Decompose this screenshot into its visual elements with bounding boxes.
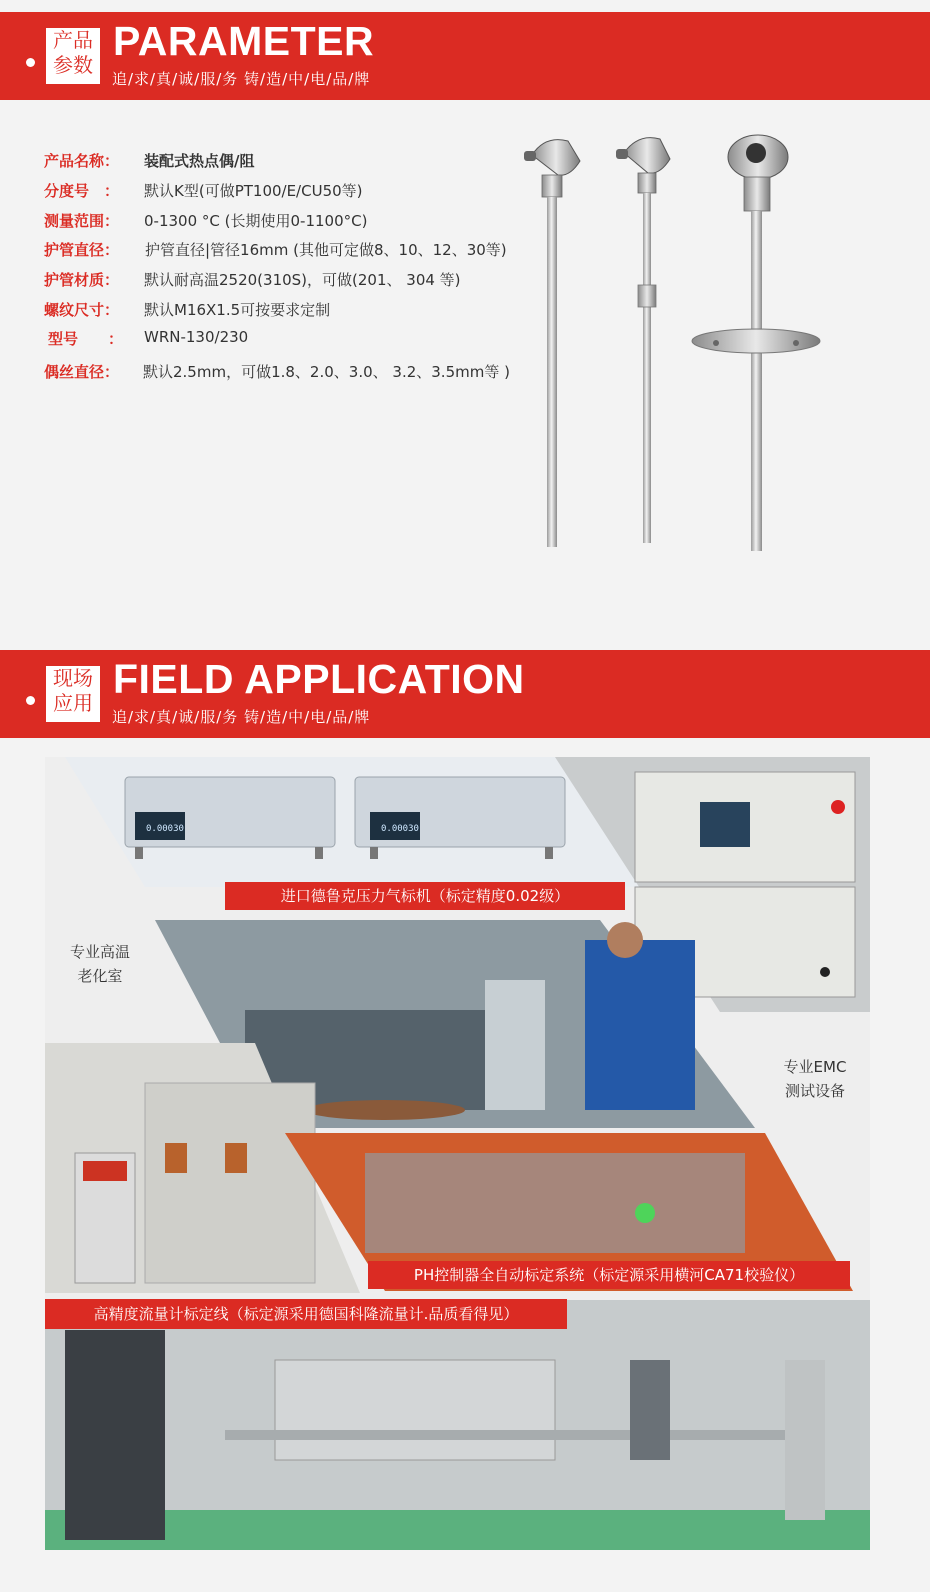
pressure-calibrator-caption: 进口德鲁克压力气标机（标定精度0.02级） [225, 882, 625, 910]
param-label: 分度号 ： [44, 182, 120, 200]
param-value: 默认M16X1.5可按要求定制 [144, 301, 331, 319]
param-label: 型号 ： [48, 330, 124, 348]
param-value: WRN-130/230 [144, 328, 249, 346]
calibrator-device-2 [355, 777, 565, 859]
param-label: 护管材质： [44, 271, 120, 289]
aging-room-label [60, 940, 140, 988]
section-badge [46, 28, 100, 84]
parameter-banner [0, 12, 930, 100]
flow-meter-caption: 高精度流量计标定线（标定源采用德国科隆流量计.品质看得见） [45, 1299, 567, 1329]
field-application-banner [0, 650, 930, 738]
thermocouple-probe-3 [692, 135, 820, 551]
param-value: 装配式热点偶/阻 [144, 152, 255, 170]
param-value: 0-1300 °C (长期使用0-1100°C) [144, 212, 368, 230]
emc-equipment-label [772, 1055, 858, 1103]
section-title: PARAMETER [113, 18, 375, 64]
param-label: 护管直径： [44, 241, 120, 259]
param-label: 测量范围： [44, 212, 120, 230]
aging-room-line-1: 专业高温 [69, 943, 130, 961]
thermocouple-probe-1 [524, 140, 580, 547]
section-badge [46, 666, 100, 722]
section-title: FIELD APPLICATION [113, 656, 525, 702]
flow-meter-line-photo [45, 1300, 870, 1550]
badge-line-2: 应用 [53, 691, 93, 715]
calibrator-device-1 [125, 777, 335, 859]
ph-calibration-caption: PH控制器全自动标定系统（标定源采用横河CA71校验仪） [368, 1261, 850, 1289]
param-value: 默认K型(可做PT100/E/CU50等) [144, 182, 363, 200]
param-value: 默认耐高温2520(310S)，可做(201、 304 等) [144, 271, 461, 289]
section-subtitle: 追/求/真/诚/服/务 铸/造/中/电/品/牌 [112, 70, 371, 88]
param-label: 产品名称： [44, 152, 120, 170]
thermocouple-product-image [520, 125, 830, 565]
section-subtitle: 追/求/真/诚/服/务 铸/造/中/电/品/牌 [112, 708, 371, 726]
param-label: 偶丝直径： [44, 363, 120, 381]
badge-line-1: 产品 [53, 28, 93, 52]
calibrator-display-1: 0.00030 [146, 824, 184, 834]
badge-line-2: 参数 [53, 53, 93, 77]
param-label: 螺纹尺寸： [44, 301, 120, 319]
emc-line-1: 专业EMC [783, 1058, 847, 1076]
param-value: 默认2.5mm，可做1.8、2.0、3.0、 3.2、3.5mm等 ) [143, 363, 510, 381]
param-value: 护管直径|管径16mm (其他可定做8、10、12、30等) [145, 241, 507, 259]
bullet-dot [26, 696, 35, 705]
badge-line-1: 现场 [53, 666, 93, 690]
aging-room-line-2: 老化室 [77, 967, 123, 985]
emc-line-2: 测试设备 [784, 1082, 845, 1100]
bullet-dot [26, 58, 35, 67]
thermocouple-probe-2 [616, 138, 670, 543]
calibrator-display-2: 0.00030 [381, 824, 419, 834]
